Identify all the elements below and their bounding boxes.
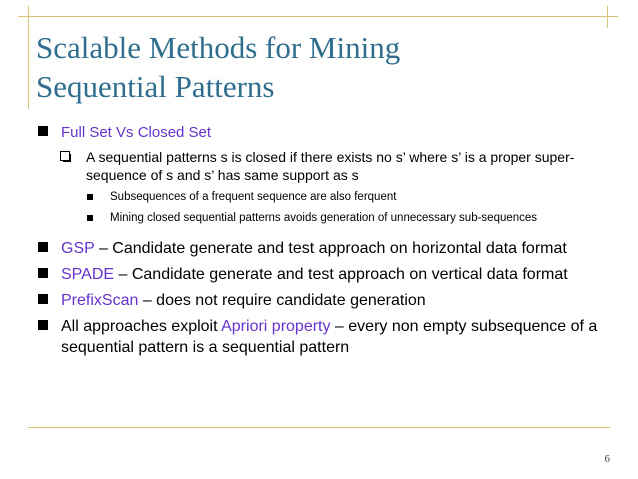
small-square-bullet-icon xyxy=(87,194,93,200)
slide-body xyxy=(36,122,606,359)
sub-sub-bullet-mining-closed xyxy=(36,211,606,226)
bullet-full-vs-closed xyxy=(36,122,606,143)
square-bullet-icon xyxy=(38,320,48,330)
bullet-full-vs-closed-text: Full Set Vs Closed Set xyxy=(61,124,212,141)
page-number: 6 xyxy=(604,453,610,465)
apriori-description: – every non empty subsequence of a sequential pattern is a sequential pattern xyxy=(61,318,598,356)
sub-bullet-closed-definition xyxy=(36,148,606,184)
frame-right-rule xyxy=(607,6,608,28)
bullet-prefixspan xyxy=(36,290,606,311)
apriori-term: Apriori property xyxy=(221,318,331,335)
slide-title-line-1: Scalable Methods for Mining xyxy=(36,30,401,65)
slide-title xyxy=(36,28,596,106)
frame-bottom-rule xyxy=(28,427,610,428)
spade-description: – Candidate generate and test approach on vertical data format xyxy=(114,266,568,283)
gsp-term: GSP xyxy=(61,240,95,257)
frame-top-rule xyxy=(18,16,618,17)
sub-sub-bullet-mining-closed-text: Mining closed sequential patterns avoids generation of unnecessary sub-sequences xyxy=(110,212,538,224)
sub-bullet-closed-definition-text: A sequential patterns s is closed if there exists no s’ where s’ is a proper super-sequence of s and s’ has same support as s xyxy=(86,149,575,183)
prefixspan-description: – does not require candidate generation xyxy=(138,292,426,309)
gsp-description: – Candidate generate and test approach on horizontal data format xyxy=(94,240,567,257)
square-bullet-icon xyxy=(38,294,48,304)
square-bullet-icon xyxy=(38,242,48,252)
bullet-gsp xyxy=(36,238,606,259)
sub-sub-bullet-frequent xyxy=(36,190,606,205)
square-bullet-icon xyxy=(38,268,48,278)
small-square-bullet-icon xyxy=(87,215,93,221)
sub-sub-bullet-frequent-text: Subsequences of a frequent sequence are also ferquent xyxy=(110,191,397,203)
hollow-square-bullet-icon xyxy=(60,151,70,161)
spade-term: SPADE xyxy=(61,266,115,283)
prefixspan-term: PrefixScan xyxy=(61,292,139,309)
bullet-spade xyxy=(36,264,606,285)
slide-title-line-2: Sequential Patterns xyxy=(36,69,275,104)
frame-left-rule xyxy=(28,6,29,109)
bullet-apriori xyxy=(36,316,606,358)
apriori-prefix: All approaches exploit xyxy=(61,318,222,335)
square-bullet-icon xyxy=(38,126,48,136)
